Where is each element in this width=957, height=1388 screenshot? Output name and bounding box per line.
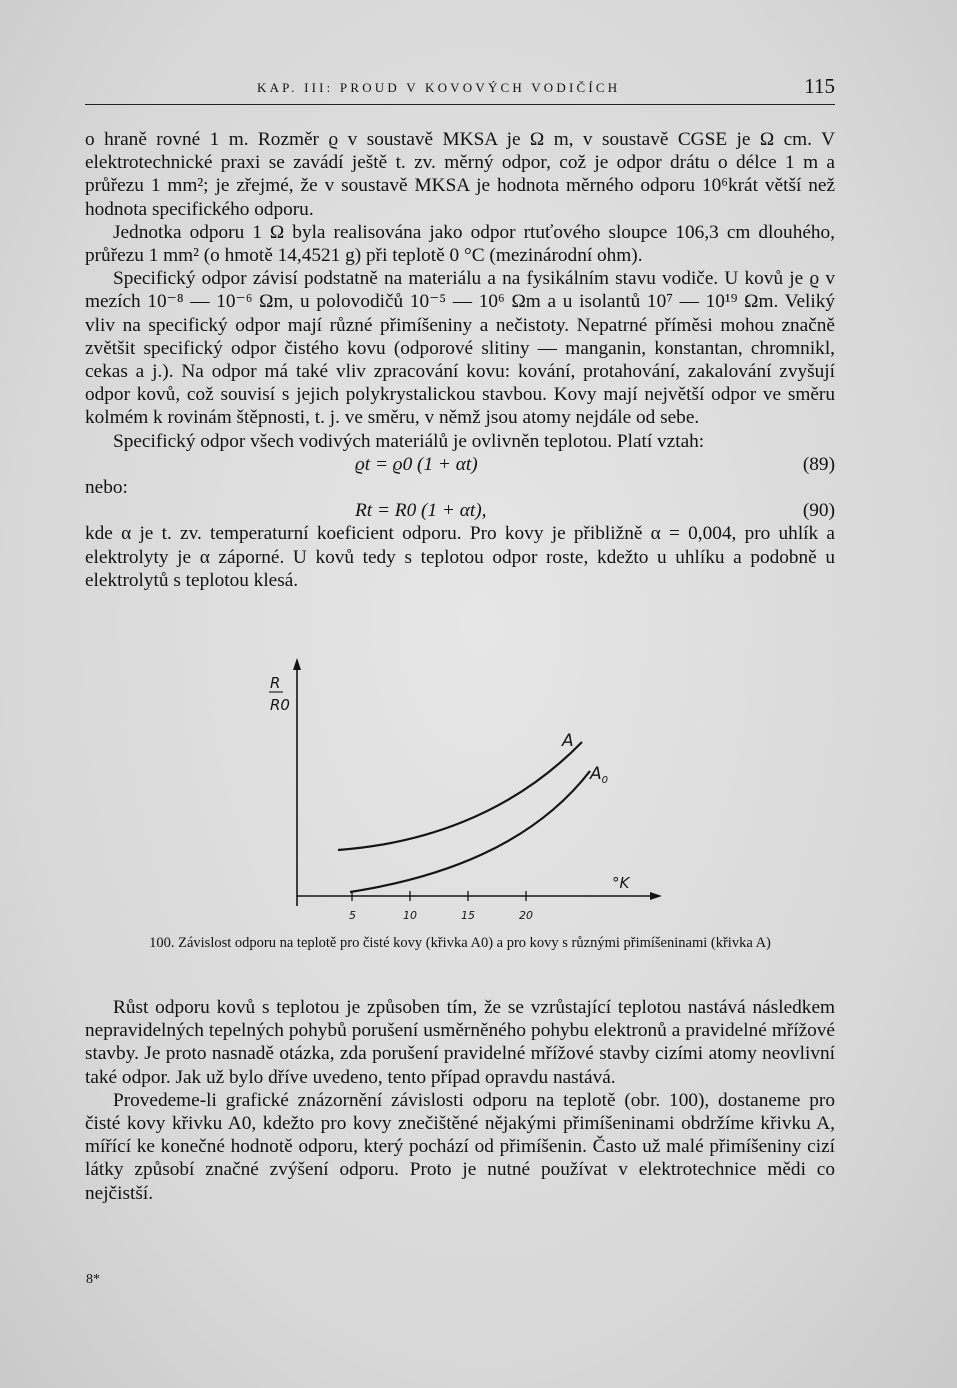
equation-89 xyxy=(85,453,835,476)
x-axis-arrow xyxy=(650,892,662,900)
word-nebo: nebo: xyxy=(85,477,128,499)
page-header xyxy=(85,72,835,105)
equation-90 xyxy=(85,499,835,522)
paragraph-temperature-coefficient: kde α je t. zv. temperaturní koeficient odporu. Pro kovy je přibližně α = 0,004, pro uhlík a elektrolyty je α záporné. U kovů tedy s teplotou odpor roste, kdežto u uhlíku a podobně u elektrolytů s teplotou klesá. xyxy=(85,523,835,591)
equation-89-number: (89) xyxy=(802,453,835,475)
y-axis-label-denominator: R0 xyxy=(270,696,290,714)
x-tick-label-15: 15 xyxy=(461,909,475,922)
x-tick-label-20: 20 xyxy=(519,909,533,922)
y-axis-arrow xyxy=(293,658,301,670)
curve-A-label: A xyxy=(562,731,574,751)
text-block-top xyxy=(85,128,835,592)
x-tick-label-10: 10 xyxy=(403,909,417,922)
x-tick-label-5: 5 xyxy=(349,909,356,922)
figure-svg xyxy=(250,656,670,931)
equation-nebo-line xyxy=(85,476,835,499)
printer-signature: 8* xyxy=(86,1272,100,1287)
equation-90-formula: Rt = R0 (1 + αt), xyxy=(355,500,487,522)
page-number: 115 xyxy=(804,74,835,98)
figure-caption: 100. Závislost odporu na teplotě pro čisté kovy (křivka A0) a pro kovy s různými přimíšeninami (křivka A) xyxy=(149,935,771,951)
equation-90-number: (90) xyxy=(802,500,835,522)
x-axis-label: °K xyxy=(612,874,630,892)
curve-A0 xyxy=(350,771,590,892)
paragraph-graphical-representation: Provedeme-li grafické znázornění závislosti odporu na teplotě (obr. 100), dostaneme pro čisté kovy křivku A0, kdežto pro kovy znečištěné nějakými přimíšeninami obdržíme křivku A, mířící ke konečné hodnotě odporu, který pochází od přimíšenin. Často už malé přimíšeniny cizí látky způsobí značné zvýšení odporu. Proto je nutné používat v elektrotechnice mědi co nejčistší. xyxy=(85,1089,835,1204)
paragraph-temperature: Specifický odpor všech vodivých materiálů je ovlivněn teplotou. Platí vztah: xyxy=(113,430,705,452)
running-head: KAP. III: PROUD V KOVOVÝCH VODIČÍCH xyxy=(257,80,621,95)
curve-A0-label: $A_0$ xyxy=(590,764,609,786)
equation-89-formula: ϱt = ϱ0 (1 + αt) xyxy=(355,453,478,475)
curve-A xyxy=(338,742,582,850)
figure-resistance-vs-temperature xyxy=(250,656,670,931)
paragraph-ohm-unit: Jednotka odporu 1 Ω byla realisována jako odpor rtuťového sloupce 106,3 cm dlouhého, průřezu 1 mm² (o hmotě 14,4521 g) při teplotě 0 °C (mezinárodní ohm). xyxy=(85,221,835,267)
paragraph-resistance-growth: Růst odporu kovů s teplotou je způsoben tím, že se vzrůstající teplotou nastává následkem nepravidelných tepelných pohybů porušení usměrněného pohybu elektronů a pravidelné mřížové stavby. Je proto nasnadě otázka, zda porušení pravidelné mřížové stavby cizími atomy neovlivní také odpor. Jak už bylo dříve uvedeno, tento případ opravdu nastává. xyxy=(85,997,835,1088)
paragraph-specific-resistance: Specifický odpor závisí podstatně na materiálu a na fysikálním stavu vodiče. U kovů je ϱ v mezích 10⁻⁸ — 10⁻⁶ Ωm, u polovodičů 10⁻⁵ — 10⁶ Ωm a u isolantů 10⁷ — 10¹⁹ Ωm. Veliký vliv na specifický odpor mají různé přimíšeniny a nečistoty. Nepatrné příměsi mohou značně zvětšit specifický odpor čistého kovu (odporové slitiny — manganin, konstantan, chromnikl, cekas a j.). Na odpor má také vliv zpracování kovu: kování, protahování, zakalování zvyšují odpor kovů, což souvisí s jejich polykrystalickou stavbou. Kovy mají největší odpor ve směru kolmém k rovinám štěpnosti, t. j. ve směru, v němž jsou atomy nejdále od sebe. xyxy=(85,268,835,429)
y-axis-label-numerator: R xyxy=(270,674,281,692)
text-block-bottom xyxy=(85,996,835,1205)
paragraph-measured-resistance: o hraně rovné 1 m. Rozměr ϱ v soustavě MKSA je Ω m, v soustavě CGSE je Ω cm. V elektrotechnické praxi se zavádí ještě t. zv. měrný odpor, což je odpor drátu o délce 1 m a průřezu 1 mm²; je zřejmé, že v soustavě MKSA je hodnota měrného odporu 10⁶krát větší než hodnota specifického odporu. xyxy=(85,129,835,220)
